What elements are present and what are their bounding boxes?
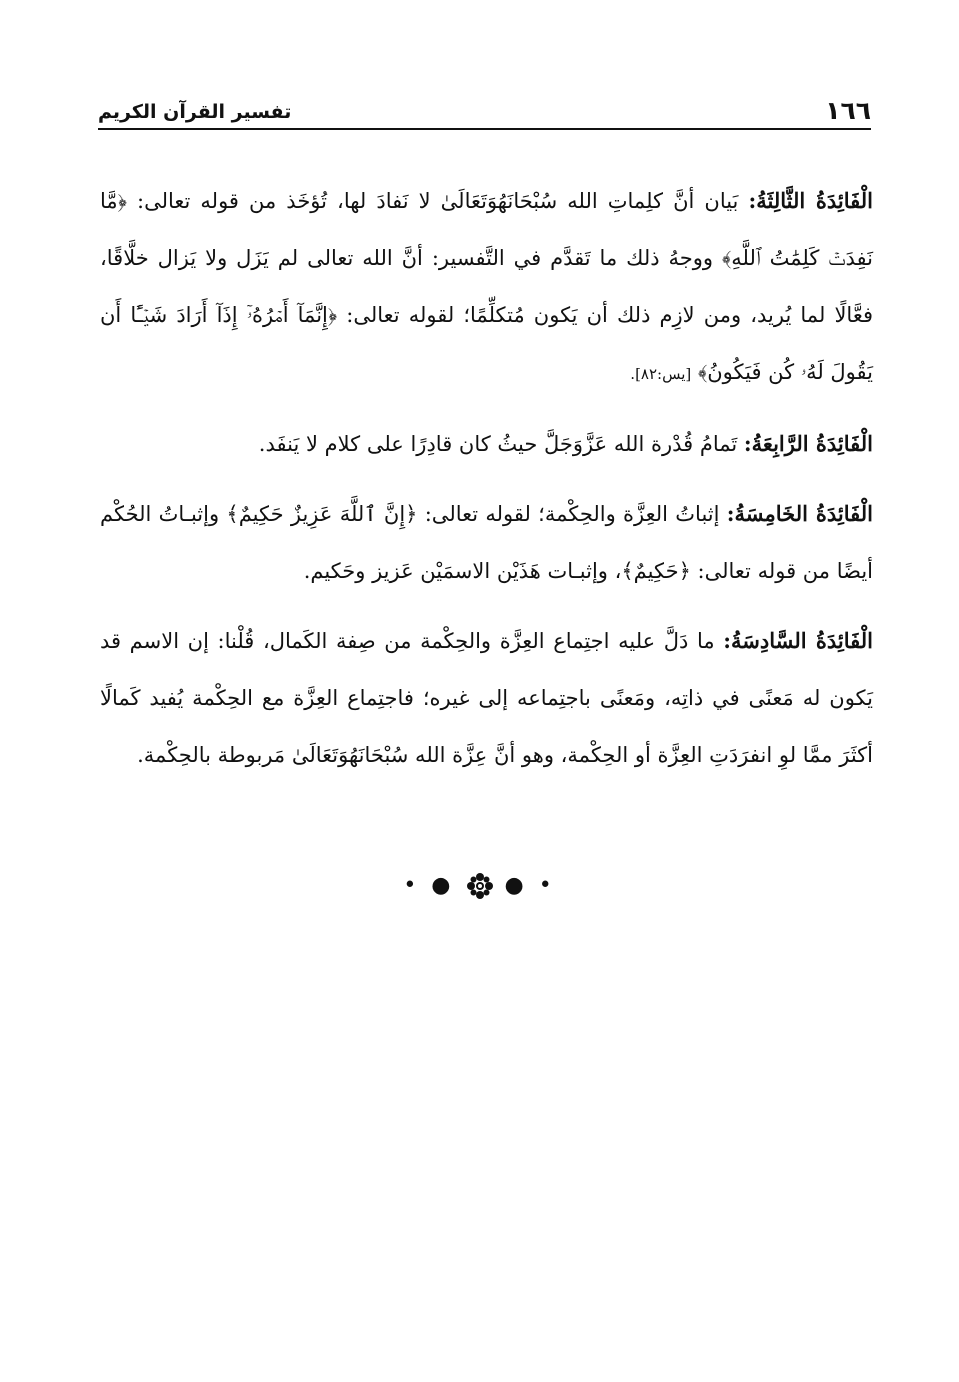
benefit-heading: الْفَائِدَةُ الخَامِسَةُ: (726, 501, 873, 526)
page-number: ١٦٦ (825, 96, 871, 125)
benefit-heading: الْفَائِدَةُ السَّادِسَةُ: (723, 628, 873, 653)
floral-ornament-icon (466, 872, 494, 900)
divider-dots-left: • ● (403, 873, 455, 898)
page-body (100, 172, 873, 796)
page-header (98, 92, 871, 130)
divider-dots-right: ● • (504, 873, 556, 898)
benefit-paragraph-5 (100, 485, 873, 600)
benefit-paragraph-4 (100, 415, 873, 473)
benefit-heading: الْفَائِدَةُ الرَّابِعَةُ: (743, 431, 873, 456)
benefit-text: ما دَلَّ عليه اجتِماع العِزَّة والحِكْمة من صِفة الكَمال، قُلْنا: إن الاسم قد يَكون له مَعنًى في ذاتِه، ومَعنًى باجتِماعه إلى غيره؛ فاجتِماع العِزَّة مع الحِكْمة يُفيد كَمالًا أكثَرَ ممَّا لوِ انفرَدَتِ العِزَّة أو الحِكْمة، وهو أنَّ عِزَّة الله سُبْحَانَهُوَتَعَالَىٰ مَربوطة بالحِكْمة. (100, 629, 873, 767)
benefit-paragraph-6 (100, 612, 873, 784)
benefit-text: بَيان أنَّ كلِماتِ الله سُبْحَانَهُوَتَعَالَىٰ لا نَفادَ لها، تُؤخَذ من قوله تعالى: ﴿مَّا نَفِدَتۡ كَلِمَٰتُ ٱللَّهِ﴾ ووجهُ ذلك ما تَقدَّم في التَّفسير: أنَّ الله تعالى لم يَزَل ولا يَزال خلَّاقًا، فعَّالًا لما يُريد، ومن لازِم ذلك أن يَكون مُتكلِّمًا؛ لقوله تعالى: ﴿إِنَّمَآ أَمۡرُهُۥٓ إِذَآ أَرَادَ شَيۡـًٔا أَن يَقُولَ لَهُۥ كُن فَيَكُونُ﴾ (100, 189, 873, 384)
benefit-heading: الْفَائِدَةُ الثَّالِثَةُ: (748, 188, 873, 213)
benefit-paragraph-3 (100, 172, 873, 403)
benefit-text: إثباتُ العِزَّة والحِكْمة؛ لقوله تعالى: ﴿إِنَّ ٱللَّهَ عَزِيزٌ حَكِيمٌ﴾ وإثبـاتُ الحُكْم أيضًا من قوله تعالى: ﴿حَكِيمٌ﴾، وإثبـات هَذَيْن الاسمَيْن عَزيز وحَكيم. (100, 502, 873, 583)
benefit-text: تَمامُ قُدْرة الله عَزَّوَجَلَّ حيثُ كان قادِرًا على كلام لا يَنفَد. (258, 432, 738, 456)
section-end-divider (0, 872, 959, 900)
book-title: تفسير القرآن الكريم (98, 101, 292, 123)
verse-reference: [يس:٨٢]. (630, 365, 692, 383)
